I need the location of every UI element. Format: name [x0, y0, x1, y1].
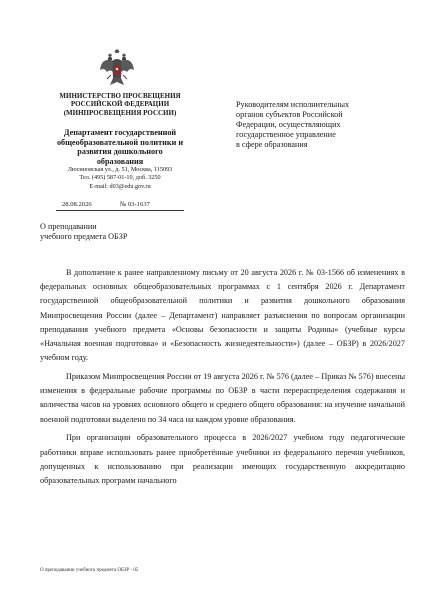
address-line: E-mail: d03@edu.gov.ru	[89, 182, 151, 190]
ministry-line: (МИНПРОСВЕЩЕНИЯ РОССИИ)	[63, 108, 177, 117]
addressee-line: Федерации, осуществляющих	[236, 120, 341, 129]
addressee-line: органов субъектов Российской	[236, 110, 343, 119]
letter-number: № 03-1637	[120, 201, 150, 208]
address-line: Тел. (495) 587-01-10, доб. 3250	[79, 174, 161, 182]
department-name	[56, 128, 184, 166]
subject-line: О преподавании	[40, 222, 97, 231]
registration-line	[56, 200, 184, 211]
letter-date: 28.08.2026	[62, 201, 92, 208]
department-line: общеобразовательной политики и	[56, 137, 184, 147]
body-paragraph: При организации образовательного процесса в 2026/2027 учебном году педагогические работники вправе использовать ранее приобретённые учебники из федерального перечня учебников, допущенных к использованию при реализации имеющих государственную аккредитацию образовательных программ начального	[40, 433, 405, 486]
addressee-line: в сфере образования	[236, 140, 308, 149]
subject-line: учебного предмета ОБЗР	[40, 232, 128, 242]
page-footer: О преподавании учебного предмета ОБЗР - 05	[40, 568, 139, 573]
contact-address	[56, 166, 184, 191]
ministry-line: РОССИЙСКОЙ ФЕДЕРАЦИИ	[70, 100, 170, 109]
addressee-line: Руководителям исполнительных	[236, 100, 350, 109]
address-line: Люсиновская ул., д. 51, Москва, 115093	[67, 166, 173, 173]
body-paragraph: В дополнение к ранее направленному письму от 20 августа 2026 г. № 03-1566 об изменениях в федеральных основных общеобразовательных программах с 1 сентября 2026 г. Департамент государственной общеобразовательной политики и развития дошкольного образования Минпросвещения России (далее – Департамент) направляет разъяснения по вопросам организации преподавания учебного предмета «Основы безопасности и защиты Родины» (учебные курсы «Начальная военная подготовка» и «Безопасность жизнедеятельности») (далее – ОБЗР) в 2026/2027 учебном году.	[40, 268, 405, 363]
addressee-line: государственное управление	[236, 130, 336, 139]
russian-coat-of-arms-icon	[99, 48, 135, 88]
addressee-block	[236, 100, 396, 150]
letter-body	[40, 266, 405, 493]
body-paragraph: Приказом Минпросвещения России от 19 августа 2026 г. № 576 (далее – Приказ № 576) внесены изменения в федеральные рабочие программы по ОБЗР в части перераспределения содержания и количества часов на уровнях основного общего и среднего общего образования: на изучение начальной военной подготовки выделено по 34 часа на каждом уровне образования.	[40, 372, 405, 424]
letter-subject	[40, 222, 210, 242]
department-line: развития дошкольного образования	[77, 147, 163, 166]
department-line: Департамент государственной	[63, 128, 177, 137]
ministry-line: МИНИСТЕРСТВО ПРОСВЕЩЕНИЯ	[59, 92, 181, 100]
ministry-name	[56, 92, 184, 117]
